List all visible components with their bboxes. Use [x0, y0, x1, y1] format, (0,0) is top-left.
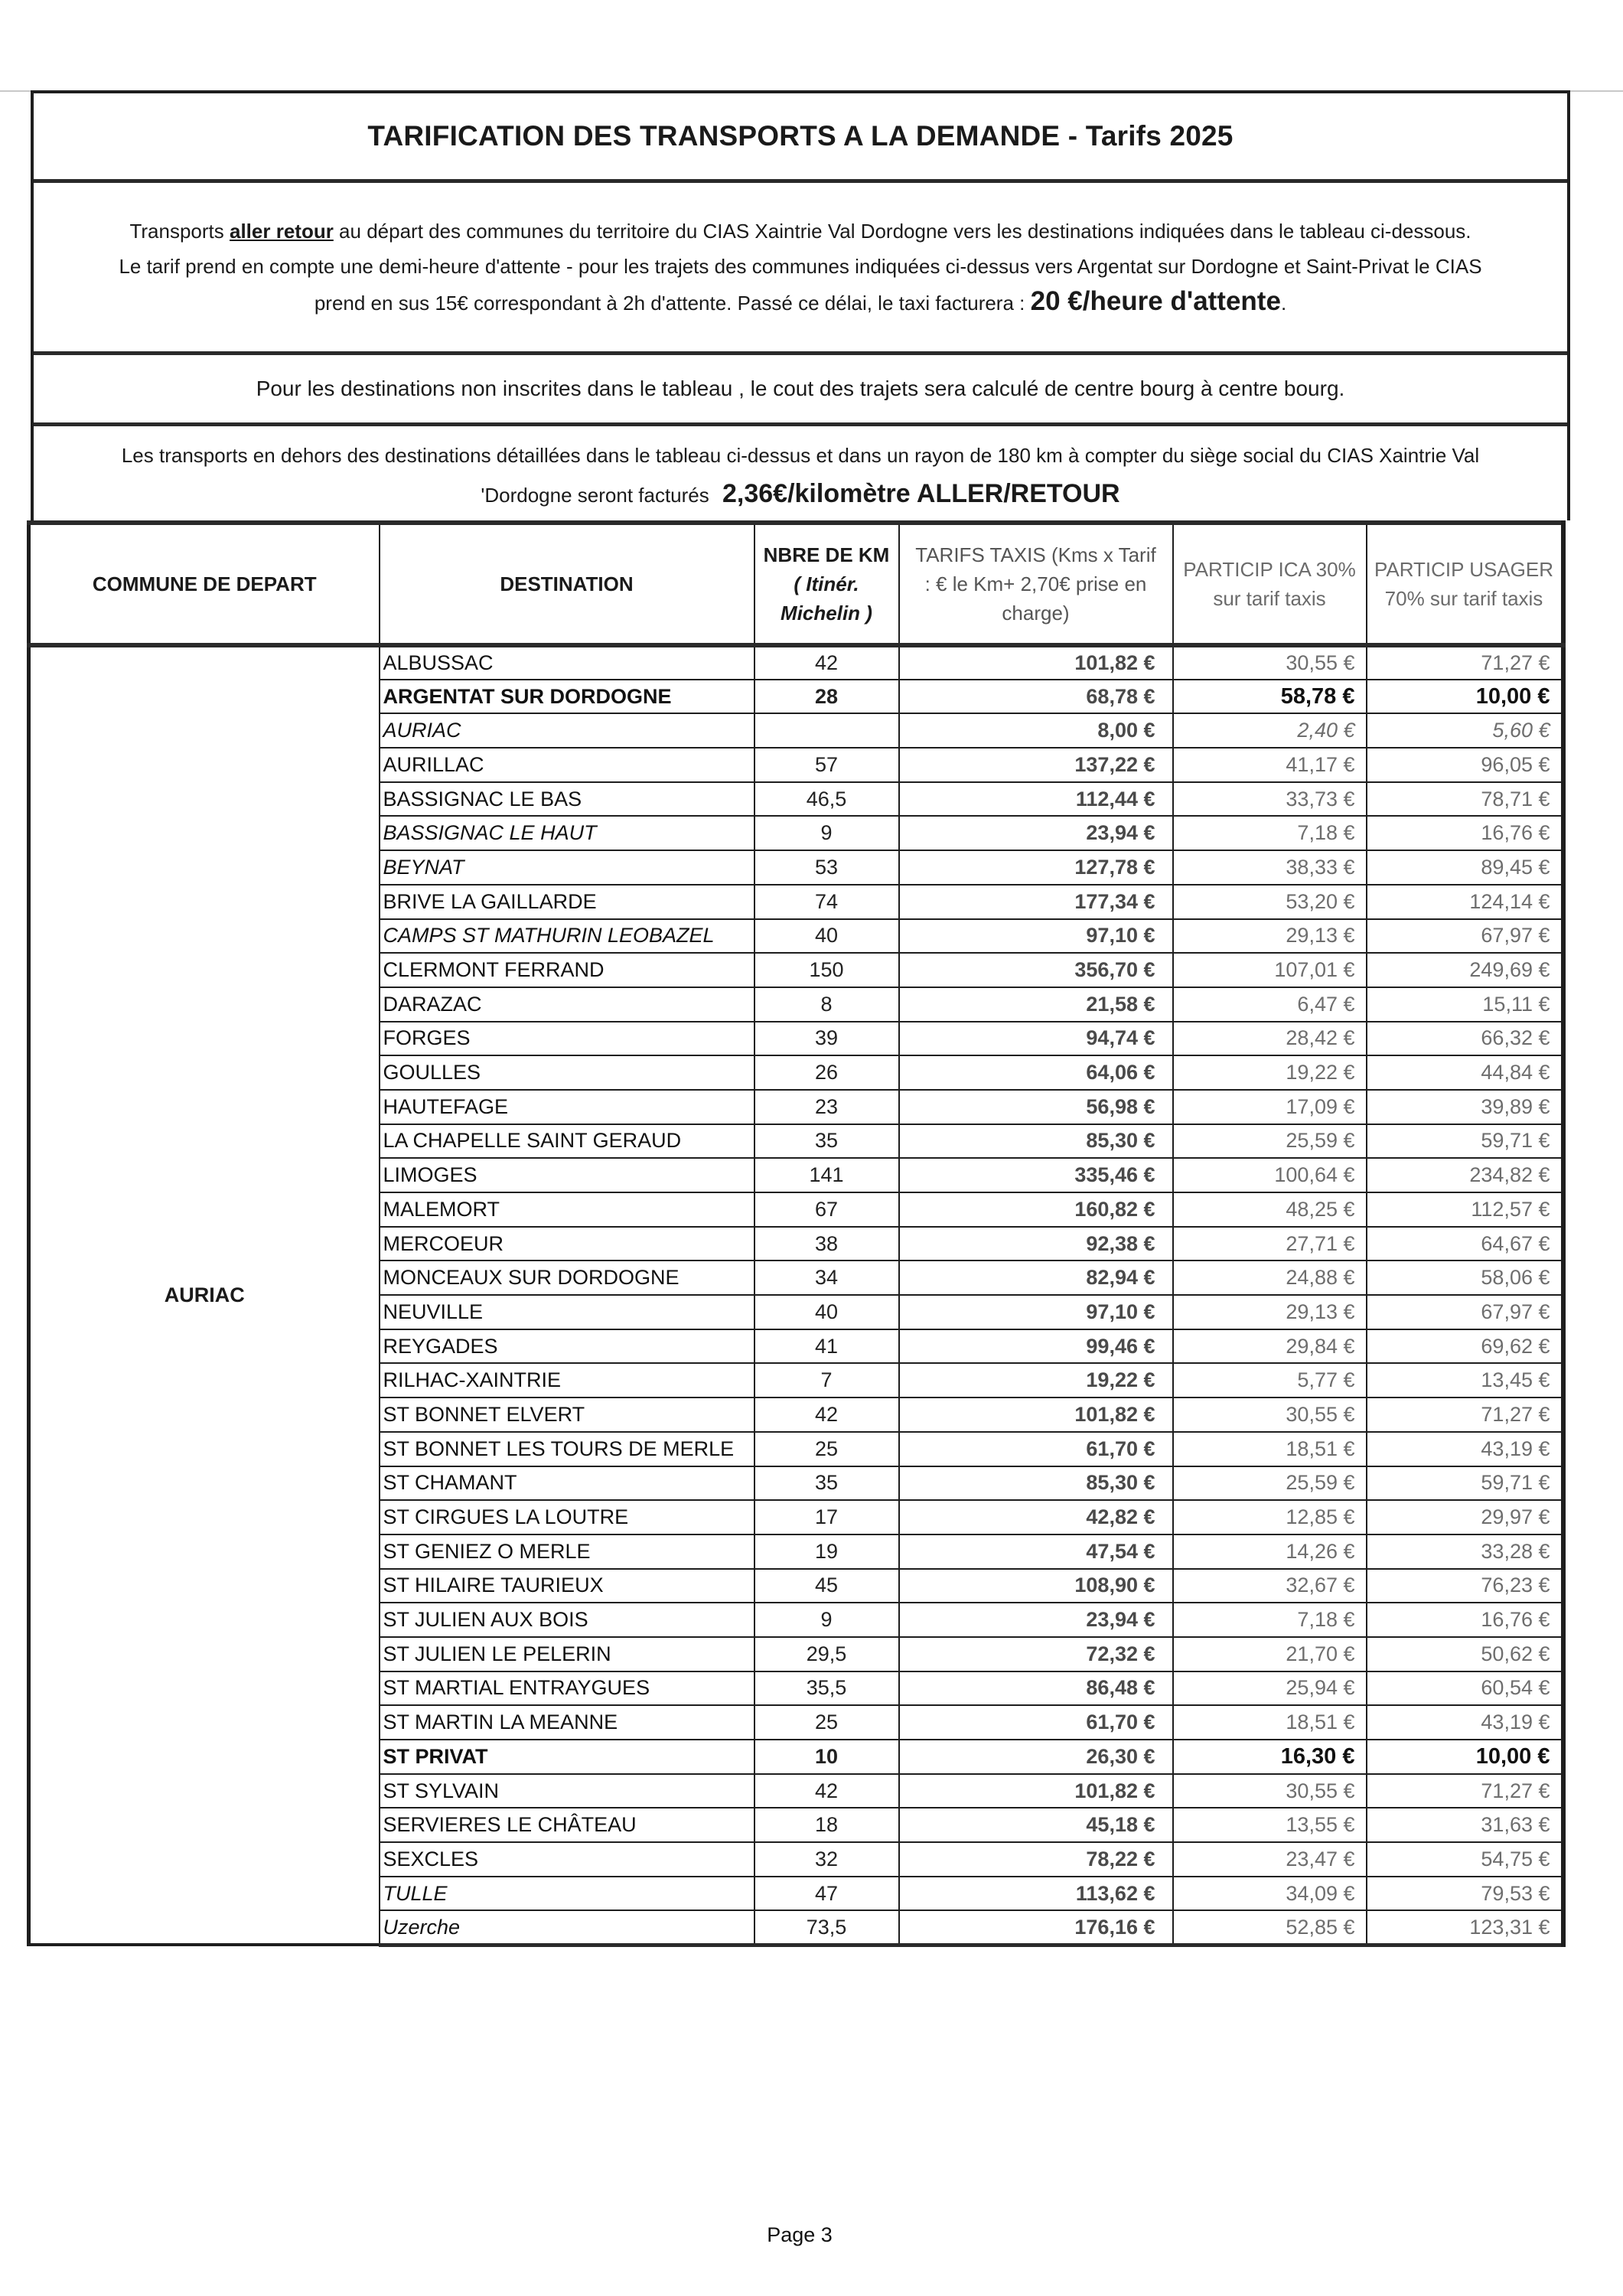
destination-cell: ST BONNET ELVERT: [380, 1397, 754, 1432]
destination-cell: ST CHAMANT: [380, 1466, 754, 1501]
tarif-taxi-cell: 177,34 €: [899, 885, 1173, 919]
intro-line-1-pre: Transports: [129, 220, 230, 243]
particip-usager-cell: 59,71 €: [1367, 1124, 1563, 1159]
tarif-taxi-cell: 85,30 €: [899, 1466, 1173, 1501]
intro-paragraph: [34, 179, 1567, 351]
particip-usager-cell: 67,97 €: [1367, 1295, 1563, 1329]
header-tarif-taxis: [899, 523, 1173, 645]
tarif-taxi-cell: 97,10 €: [899, 1295, 1173, 1329]
particip-usager-cell: 15,11 €: [1367, 987, 1563, 1022]
particip-ica-cell: 12,85 €: [1173, 1500, 1367, 1534]
km-cell: 25: [754, 1705, 899, 1740]
particip-usager-cell: 10,00 €: [1367, 680, 1563, 714]
aller-retour-emphasis: aller retour: [230, 220, 334, 243]
tarif-taxi-cell: 82,94 €: [899, 1261, 1173, 1295]
particip-usager-cell: 71,27 €: [1367, 1774, 1563, 1808]
destination-cell: LA CHAPELLE SAINT GERAUD: [380, 1124, 754, 1159]
km-cell: 53: [754, 850, 899, 885]
particip-ica-cell: 34,09 €: [1173, 1877, 1367, 1911]
header-tarif-line-2: : € le Km+ 2,70€ prise en: [924, 572, 1147, 595]
particip-usager-cell: 59,71 €: [1367, 1466, 1563, 1501]
tarif-taxi-cell: 335,46 €: [899, 1158, 1173, 1192]
particip-ica-cell: 23,47 €: [1173, 1842, 1367, 1877]
km-cell: 42: [754, 1774, 899, 1808]
particip-usager-cell: 10,00 €: [1367, 1740, 1563, 1774]
header-destination-text: DESTINATION: [500, 572, 634, 595]
km-cell: 17: [754, 1500, 899, 1534]
particip-ica-cell: 19,22 €: [1173, 1055, 1367, 1090]
header-km: [754, 523, 899, 645]
tarif-taxi-cell: 45,18 €: [899, 1808, 1173, 1842]
destination-cell: SEXCLES: [380, 1842, 754, 1877]
tarif-taxi-cell: 108,90 €: [899, 1569, 1173, 1603]
destination-cell: ST JULIEN AUX BOIS: [380, 1603, 754, 1637]
km-cell: 39: [754, 1022, 899, 1056]
tarif-taxi-cell: 61,70 €: [899, 1432, 1173, 1466]
particip-ica-cell: 29,84 €: [1173, 1329, 1367, 1364]
page-number: Page 3: [767, 2223, 833, 2246]
tarif-taxi-cell: 137,22 €: [899, 748, 1173, 782]
particip-usager-cell: 123,31 €: [1367, 1910, 1563, 1945]
waiting-rate-emphasis: 20 €/heure d'attente: [1030, 286, 1281, 316]
destination-cell: NEUVILLE: [380, 1295, 754, 1329]
km-cell: 26: [754, 1055, 899, 1090]
tarif-taxi-cell: 101,82 €: [899, 1397, 1173, 1432]
tarif-taxi-cell: 64,06 €: [899, 1055, 1173, 1090]
destination-cell: BEYNAT: [380, 850, 754, 885]
km-cell: [754, 713, 899, 748]
particip-usager-cell: 39,89 €: [1367, 1090, 1563, 1124]
intro-line-1: [129, 214, 1471, 249]
destination-cell: BASSIGNAC LE BAS: [380, 782, 754, 817]
destination-cell: ST CIRGUES LA LOUTRE: [380, 1500, 754, 1534]
km-rate-emphasis: 2,36€/kilomètre ALLER/RETOUR: [722, 478, 1120, 508]
destination-cell: ST MARTIAL ENTRAYGUES: [380, 1671, 754, 1706]
particip-usager-cell: 64,67 €: [1367, 1227, 1563, 1261]
table-row: [29, 645, 1563, 680]
particip-usager-cell: 79,53 €: [1367, 1877, 1563, 1911]
destination-cell: Uzerche: [380, 1910, 754, 1945]
km-cell: 150: [754, 953, 899, 987]
particip-usager-cell: 124,14 €: [1367, 885, 1563, 919]
tarif-taxi-cell: 97,10 €: [899, 919, 1173, 954]
particip-usager-cell: 76,23 €: [1367, 1569, 1563, 1603]
particip-usager-cell: 69,62 €: [1367, 1329, 1563, 1364]
destination-cell: TULLE: [380, 1877, 754, 1911]
km-cell: 35: [754, 1124, 899, 1159]
header-km-line-3: Michelin ): [781, 602, 872, 625]
particip-usager-cell: 58,06 €: [1367, 1261, 1563, 1295]
header-usager-line-1: PARTICIP USAGER: [1374, 558, 1554, 581]
km-cell: 10: [754, 1740, 899, 1774]
destination-cell: BRIVE LA GAILLARDE: [380, 885, 754, 919]
destination-cell: FORGES: [380, 1022, 754, 1056]
particip-usager-cell: 249,69 €: [1367, 953, 1563, 987]
particip-usager-cell: 89,45 €: [1367, 850, 1563, 885]
destination-cell: AURIAC: [380, 713, 754, 748]
particip-ica-cell: 52,85 €: [1173, 1910, 1367, 1945]
commune-depart-cell: AURIAC: [29, 645, 380, 1945]
outside-note-line-1: Les transports en dehors des destinations détaillées dans le tableau ci-dessus et dans un rayon de 180 km à compter du siège social du CIAS Xaintrie Val: [121, 443, 1480, 467]
header-km-line-2: ( Itinér.: [794, 572, 859, 595]
destination-cell: MERCOEUR: [380, 1227, 754, 1261]
particip-ica-cell: 41,17 €: [1173, 748, 1367, 782]
particip-usager-cell: 71,27 €: [1367, 645, 1563, 680]
info-header-box: [31, 90, 1570, 520]
particip-ica-cell: 29,13 €: [1173, 1295, 1367, 1329]
particip-usager-cell: 29,97 €: [1367, 1500, 1563, 1534]
table-body: [29, 645, 1563, 1945]
tarif-taxi-cell: 8,00 €: [899, 713, 1173, 748]
particip-ica-cell: 29,13 €: [1173, 919, 1367, 954]
tarif-taxi-cell: 42,82 €: [899, 1500, 1173, 1534]
tarif-taxi-cell: 23,94 €: [899, 1603, 1173, 1637]
tarif-taxi-cell: 86,48 €: [899, 1671, 1173, 1706]
particip-ica-cell: 100,64 €: [1173, 1158, 1367, 1192]
destination-cell: AURILLAC: [380, 748, 754, 782]
particip-ica-cell: 27,71 €: [1173, 1227, 1367, 1261]
particip-ica-cell: 25,94 €: [1173, 1671, 1367, 1706]
destination-cell: GOULLES: [380, 1055, 754, 1090]
destination-cell: ST PRIVAT: [380, 1740, 754, 1774]
particip-ica-cell: 24,88 €: [1173, 1261, 1367, 1295]
particip-ica-cell: 58,78 €: [1173, 680, 1367, 714]
destination-cell: ST BONNET LES TOURS DE MERLE: [380, 1432, 754, 1466]
particip-ica-cell: 33,73 €: [1173, 782, 1367, 817]
km-cell: 42: [754, 645, 899, 680]
particip-ica-cell: 53,20 €: [1173, 885, 1367, 919]
particip-ica-cell: 30,55 €: [1173, 645, 1367, 680]
km-cell: 8: [754, 987, 899, 1022]
tarif-taxi-cell: 160,82 €: [899, 1192, 1173, 1227]
header-commune-depart: [29, 523, 380, 645]
particip-ica-cell: 18,51 €: [1173, 1705, 1367, 1740]
tarif-taxi-cell: 127,78 €: [899, 850, 1173, 885]
destination-cell: LIMOGES: [380, 1158, 754, 1192]
header-ica-line-1: PARTICIP ICA 30%: [1183, 558, 1356, 581]
particip-usager-cell: 5,60 €: [1367, 713, 1563, 748]
intro-line-3-pre: prend en sus 15€ correspondant à 2h d'attente. Passé ce délai, le taxi facturera :: [314, 292, 1031, 315]
km-cell: 41: [754, 1329, 899, 1364]
destination-cell: RILHAC-XAINTRIE: [380, 1363, 754, 1397]
destination-cell: SERVIERES LE CHÂTEAU: [380, 1808, 754, 1842]
outside-destinations-note: [34, 422, 1567, 523]
km-cell: 18: [754, 1808, 899, 1842]
km-cell: 35,5: [754, 1671, 899, 1706]
km-cell: 34: [754, 1261, 899, 1295]
particip-usager-cell: 43,19 €: [1367, 1705, 1563, 1740]
outside-note-line-2: [481, 475, 1119, 514]
header-usager-line-2: 70% sur tarif taxis: [1384, 587, 1543, 610]
km-cell: 28: [754, 680, 899, 714]
tarif-taxi-cell: 61,70 €: [899, 1705, 1173, 1740]
particip-usager-cell: 96,05 €: [1367, 748, 1563, 782]
particip-ica-cell: 7,18 €: [1173, 816, 1367, 850]
particip-usager-cell: 234,82 €: [1367, 1158, 1563, 1192]
tarif-taxi-cell: 47,54 €: [899, 1534, 1173, 1569]
particip-ica-cell: 17,09 €: [1173, 1090, 1367, 1124]
destination-cell: ALBUSSAC: [380, 645, 754, 680]
particip-usager-cell: 43,19 €: [1367, 1432, 1563, 1466]
intro-line-2: Le tarif prend en compte une demi-heure d'attente - pour les trajets des communes indiquées ci-dessus vers Argentat sur Dordogne et Saint-Privat le CIAS: [119, 255, 1482, 278]
tarif-taxi-cell: 78,22 €: [899, 1842, 1173, 1877]
destination-cell: ST SYLVAIN: [380, 1774, 754, 1808]
particip-usager-cell: 44,84 €: [1367, 1055, 1563, 1090]
particip-ica-cell: 16,30 €: [1173, 1740, 1367, 1774]
tarif-taxi-cell: 23,94 €: [899, 816, 1173, 850]
km-cell: 19: [754, 1534, 899, 1569]
destination-cell: MALEMORT: [380, 1192, 754, 1227]
particip-ica-cell: 14,26 €: [1173, 1534, 1367, 1569]
km-cell: 40: [754, 919, 899, 954]
km-cell: 47: [754, 1877, 899, 1911]
km-cell: 73,5: [754, 1910, 899, 1945]
non-listed-note-text: Pour les destinations non inscrites dans le tableau , le cout des trajets sera calculé de centre bourg à centre bourg.: [256, 377, 1345, 400]
km-cell: 45: [754, 1569, 899, 1603]
km-cell: 7: [754, 1363, 899, 1397]
destination-cell: CLERMONT FERRAND: [380, 953, 754, 987]
tarif-taxi-cell: 176,16 €: [899, 1910, 1173, 1945]
particip-ica-cell: 38,33 €: [1173, 850, 1367, 885]
outside-note-line-2-pre: 'Dordogne seront facturés: [481, 483, 715, 507]
tarif-taxi-cell: 356,70 €: [899, 953, 1173, 987]
km-cell: 141: [754, 1158, 899, 1192]
km-cell: 57: [754, 748, 899, 782]
particip-ica-cell: 28,42 €: [1173, 1022, 1367, 1056]
destination-cell: MONCEAUX SUR DORDOGNE: [380, 1261, 754, 1295]
tarif-taxi-cell: 92,38 €: [899, 1227, 1173, 1261]
km-cell: 23: [754, 1090, 899, 1124]
particip-usager-cell: 16,76 €: [1367, 1603, 1563, 1637]
particip-usager-cell: 60,54 €: [1367, 1671, 1563, 1706]
header-particip-usager: [1367, 523, 1563, 645]
document-title-text: TARIFICATION DES TRANSPORTS A LA DEMANDE - Tarifs 2025: [367, 120, 1234, 152]
particip-usager-cell: 31,63 €: [1367, 1808, 1563, 1842]
particip-usager-cell: 50,62 €: [1367, 1637, 1563, 1671]
destination-cell: ST JULIEN LE PELERIN: [380, 1637, 754, 1671]
particip-ica-cell: 30,55 €: [1173, 1397, 1367, 1432]
km-cell: 46,5: [754, 782, 899, 817]
intro-line-1-post: au départ des communes du territoire du CIAS Xaintrie Val Dordogne vers les destinations indiquées dans le tableau ci-dessous.: [333, 220, 1471, 243]
particip-ica-cell: 13,55 €: [1173, 1808, 1367, 1842]
intro-line-3-post: .: [1280, 292, 1287, 315]
particip-ica-cell: 6,47 €: [1173, 987, 1367, 1022]
km-cell: 38: [754, 1227, 899, 1261]
tarif-taxi-cell: 72,32 €: [899, 1637, 1173, 1671]
tarif-taxi-cell: 94,74 €: [899, 1022, 1173, 1056]
destination-cell: REYGADES: [380, 1329, 754, 1364]
particip-usager-cell: 112,57 €: [1367, 1192, 1563, 1227]
particip-ica-cell: 5,77 €: [1173, 1363, 1367, 1397]
particip-ica-cell: 25,59 €: [1173, 1466, 1367, 1501]
destination-cell: ST HILAIRE TAURIEUX: [380, 1569, 754, 1603]
km-cell: 35: [754, 1466, 899, 1501]
document-title: [34, 93, 1567, 179]
tarif-taxi-cell: 56,98 €: [899, 1090, 1173, 1124]
non-listed-note: [34, 351, 1567, 422]
table-header-row: [29, 523, 1563, 645]
km-cell: 25: [754, 1432, 899, 1466]
particip-ica-cell: 107,01 €: [1173, 953, 1367, 987]
header-ica-line-2: sur tarif taxis: [1213, 587, 1326, 610]
km-cell: 40: [754, 1295, 899, 1329]
header-destination: [380, 523, 754, 645]
destination-cell: HAUTEFAGE: [380, 1090, 754, 1124]
tarif-taxi-cell: 19,22 €: [899, 1363, 1173, 1397]
km-cell: 67: [754, 1192, 899, 1227]
header-particip-ica: [1173, 523, 1367, 645]
tarif-taxi-cell: 99,46 €: [899, 1329, 1173, 1364]
tarif-taxi-cell: 112,44 €: [899, 782, 1173, 817]
km-cell: 29,5: [754, 1637, 899, 1671]
intro-line-3: [314, 284, 1286, 321]
destination-cell: ST GENIEZ O MERLE: [380, 1534, 754, 1569]
particip-usager-cell: 54,75 €: [1367, 1842, 1563, 1877]
destination-cell: ARGENTAT SUR DORDOGNE: [380, 680, 754, 714]
header-km-line-1: NBRE DE KM: [763, 543, 890, 566]
particip-ica-cell: 48,25 €: [1173, 1192, 1367, 1227]
km-cell: 9: [754, 1603, 899, 1637]
tarif-taxi-cell: 68,78 €: [899, 680, 1173, 714]
particip-usager-cell: 13,45 €: [1367, 1363, 1563, 1397]
particip-ica-cell: 18,51 €: [1173, 1432, 1367, 1466]
destination-cell: ST MARTIN LA MEANNE: [380, 1705, 754, 1740]
tariff-table: [27, 520, 1566, 1947]
particip-usager-cell: 67,97 €: [1367, 919, 1563, 954]
header-tarif-line-1: TARIFS TAXIS (Kms x Tarif: [915, 543, 1156, 566]
particip-ica-cell: 25,59 €: [1173, 1124, 1367, 1159]
tarif-taxi-cell: 101,82 €: [899, 1774, 1173, 1808]
particip-usager-cell: 71,27 €: [1367, 1397, 1563, 1432]
tarif-taxi-cell: 101,82 €: [899, 645, 1173, 680]
particip-ica-cell: 30,55 €: [1173, 1774, 1367, 1808]
km-cell: 9: [754, 816, 899, 850]
particip-usager-cell: 78,71 €: [1367, 782, 1563, 817]
tarif-taxi-cell: 113,62 €: [899, 1877, 1173, 1911]
tarif-taxi-cell: 21,58 €: [899, 987, 1173, 1022]
particip-ica-cell: 7,18 €: [1173, 1603, 1367, 1637]
particip-ica-cell: 32,67 €: [1173, 1569, 1367, 1603]
header-tarif-line-3: charge): [1002, 602, 1070, 625]
particip-ica-cell: 21,70 €: [1173, 1637, 1367, 1671]
particip-ica-cell: 2,40 €: [1173, 713, 1367, 748]
particip-usager-cell: 33,28 €: [1367, 1534, 1563, 1569]
destination-cell: DARAZAC: [380, 987, 754, 1022]
km-cell: 32: [754, 1842, 899, 1877]
particip-usager-cell: 16,76 €: [1367, 816, 1563, 850]
destination-cell: BASSIGNAC LE HAUT: [380, 816, 754, 850]
tarif-taxi-cell: 85,30 €: [899, 1124, 1173, 1159]
destination-cell: CAMPS ST MATHURIN LEOBAZEL: [380, 919, 754, 954]
particip-usager-cell: 66,32 €: [1367, 1022, 1563, 1056]
km-cell: 74: [754, 885, 899, 919]
header-commune-text: COMMUNE DE DEPART: [92, 572, 317, 595]
tarif-taxi-cell: 26,30 €: [899, 1740, 1173, 1774]
km-cell: 42: [754, 1397, 899, 1432]
